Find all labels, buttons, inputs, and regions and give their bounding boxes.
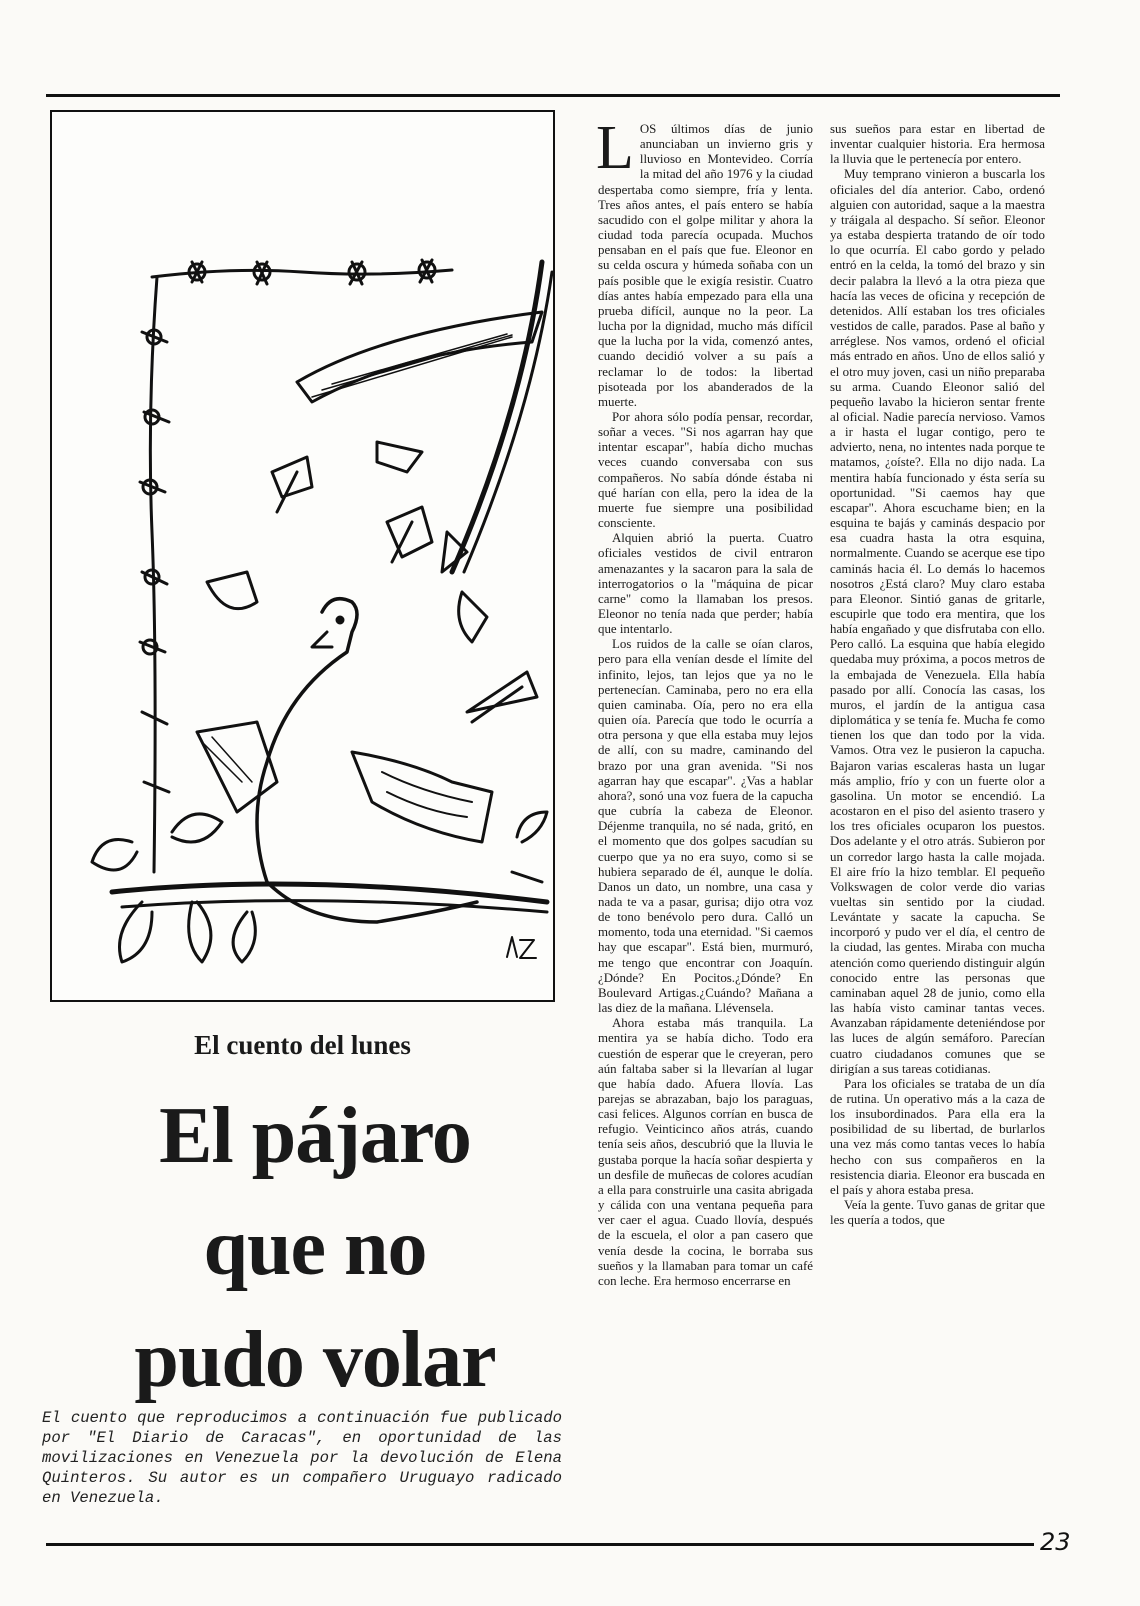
- article-paragraph: Por ahora sólo podía pensar, recordar, soñar a veces. "Si nos agarran hay que intentar escapar", había dicho muchas veces cuando conversaba con sus compañeros. No sabía dónde éstaba ni qué harían con ella, pero la idea de la muerte fue siempre una posibilidad consciente.: [598, 409, 813, 531]
- article-column-2: [830, 122, 1045, 1228]
- article-paragraph: Para los oficiales se trataba de un día de rutina. Un operativo más a la caza de los insubordinados. Para ella era la posibilidad de su libertad, de burlarlos una vez más como tantas veces lo había hecho con sus compañeros en la resistencia diaria. Eleonor era buscada en el país y ahora estaba presa.: [830, 1076, 1045, 1197]
- article-paragraph: Los ruidos de la calle se oían claros, pero para ella venían desde el límite del infinito, lejos, tan lejos que ya no le pertenecían. Caminaba, pero no era ella quien caminaba. Oía, pero no era ella quien oía. Parecía que todo le ocurría a otra persona y que ella estaba muy lejos de allí, con su madre, caminando del brazo por una gran avenida. "Si nos agarran hay que escapar". ¿Vas a hablar ahora?, sonó una voz fuera de la capucha que cubría la cabeza de Eleonor. Déjenme tranquila, no sé nada, gritó, en el momento que dos golpes sacudían su cuerpo que ya no era suyo, como si se hubiera separado de él, aunque le dolía. Danos un dato, un nombre, una casa y nada te va a pasar, gurisa; dijo otra voz de tono benévolo pero dura. Calló un momento, toda una eternidad. "Si caemos hay que escapar". Está bien, murmuró, me tengo que encontrar con Joaquín.¿Dónde? En Pocitos.¿Dónde? En Boulevard Artigas.¿Cuándo? Mañana a las diez de la mañana. Llévensela.: [598, 637, 813, 1016]
- paragraph-text: OS últimos días de junio anunciaban un invierno gris y lluvioso en Montevideo. Corría la mitad del año 1976 y la ciudad despertaba como siempre, fría y lenta. Tres años antes, el país entero se había sacudido con el golpe militar y ahora la ciudad toda parecía ocupada. Muchos pensaban en el país que fue. Eleonor en su celda oscura y húmeda soñaba con un país posible que le exigía resistir. Cuatro días antes había empezado para ella una prueba difícil, aunque no la peor. La lucha por la dignidad, mucho más difícil que la lucha por la vida, comenzó antes, cuando decidió volver a su país a reclamar lo de todos: la libertad pisoteada por los abanderados de la muerte.: [598, 122, 813, 409]
- section-label: El cuento del lunes: [194, 1030, 411, 1060]
- headline: [60, 1080, 570, 1416]
- illustration: [50, 110, 555, 1002]
- headline-line-3: pudo volar: [134, 1316, 496, 1404]
- bird-drawing-icon: [52, 112, 553, 1000]
- article-paragraph: Alquien abrió la puerta. Cuatro oficiales vestidos de civil entraron amenazantes y la sacaron para la sala de interrogatorios o la "máquina de picar carne" como la llamaban los presos. Eleonor no tenía nada que perder; había que intentarlo.: [598, 531, 813, 637]
- intro-note: El cuento que reproducimos a continuación fue publicado por "El Diario de Caracas", en oportunidad de las movilizaciones en Venezuela por la devolución de Elena Quinteros. Su autor es un compañero Uruguayo radicado en Venezuela.: [42, 1409, 562, 1507]
- bottom-rule: [46, 1543, 1034, 1546]
- page-number: 23: [1040, 1528, 1071, 1556]
- headline-line-2: que no: [203, 1204, 427, 1292]
- article-paragraph: Ahora estaba más tranquila. La mentira ya se había dicho. Todo era cuestión de esperar que le creyeran, pero aún faltaba saber si la llevarían al lugar que había dado. Afuera llovía. Las parejas se abrazaban, bajo los paraguas, casi felices. Algunos corrían en busca de refugio. Veinticinco años atrás, cuando tenía seis años, descubrió que la lluvia le gustaba porque la hacía soñar despierta y un desfile de muñecas de colores acudían a ella para construirle una casita abrigada y cálida con una ventana pequeña para ver caer el agua. Cuado llovía, después de la escuela, el olor a pan casero que venía desde la cocina, le borraba sus sueños y la llamaban para tomar un café con leche. Era hermoso encerrarse en: [598, 1016, 813, 1288]
- article-paragraph: [596, 114, 813, 410]
- dropcap: L: [596, 114, 634, 182]
- article-paragraph: Muy temprano vinieron a buscarla los oficiales del día anterior. Cabo, ordenó alguien con autoridad, saque a la maestra y tráigala al despacho. Sí señor. Eleonor ya estaba despierta tratando de oír todo lo que ocurría. El cabo gordo y pelado entró en la celda, la tomó del brazo y sin decir palabra la llevó a la otra pieza que hacía las veces de oficina y recepción de detenidos. Allí estaban los tres oficiales vestidos de calle, parados. Pase al baño y arréglese. Nos vamos, ordenó el oficial más entrado en años. Uno de ellos salió y el otro muy joven, casi un niño preparaba su arma. Cuando Eleonor salió del pequeño lavabo la hicieron sentar frente al oficial. Nadie parecía nervioso. Vamos a ir hasta el lugar contigo, pero te advierto, nena, no intentes nada porque te matamos, ¿oíste?. Ella no dijo nada. La mentira había funcionado y ésta sería su oportunidad. "Si caemos hay que escapar". Ahora escuchame bien; en la esquina te bajás y caminás despacio por esa cuadra hasta la otra esquina, normalmente. Cuando se acerque ese tipo caminás hacia él. Lo demás lo hacemos nosotros ¿Está claro? Muy claro estaba para Eleonor. Sintió ganas de gritarle, escupirle que todo era mentira, que los había engañado y que disfrutaba con ello. Pero calló. La esquina que había elegido quedaba muy próxima, a pocos metros de la embajada de Venezuela. Ella había pasado por allí. Conocía las casas, los muros, el jardín de la antigua casa diplomática y se tenía fe. Mucha fe como tienen los que dan todo por la vida. Vamos. Otra vez le pusieron la capucha. Bajaron varias escaleras hasta un lugar más amplio, frío y con un fuerte olor a gasolina. Un motor se encendió. La acostaron en el piso del asiento trasero y los tres oficiales ocuparon los puestos. Dos adelante y el otro atrás. Subieron por un corredor largo hasta la calle mojada. El aire frío la hizo temblar. El pequeño Volkswagen de color verde dio varias vueltas sin sentido por la ciudad. Levántate y sacate la capucha. Se incorporó y pudo ver el día, el centro de la ciudad, las gentes. Miraba con mucha atención como queriendo distinguir algún conocido entre las personas que caminaban aquel 28 de junio, como ella las había visto caminar tantas veces. Avanzaban rápidamente deteniéndose por las luces de algún semáforo. Parecían cuatro ciudadanos comunes que se dirigían a sus tareas cotidianas.: [830, 167, 1045, 1076]
- top-rule: [46, 94, 1060, 97]
- article-column-1: [596, 114, 813, 1289]
- article-paragraph: Veía la gente. Tuvo ganas de gritar que les quería a todos, que: [830, 1198, 1045, 1228]
- article-paragraph: sus sueños para estar en libertad de inventar cualquier historia. Era hermosa la lluvia que le pertenecía por entero.: [830, 122, 1045, 167]
- headline-line-1: El pájaro: [159, 1092, 471, 1180]
